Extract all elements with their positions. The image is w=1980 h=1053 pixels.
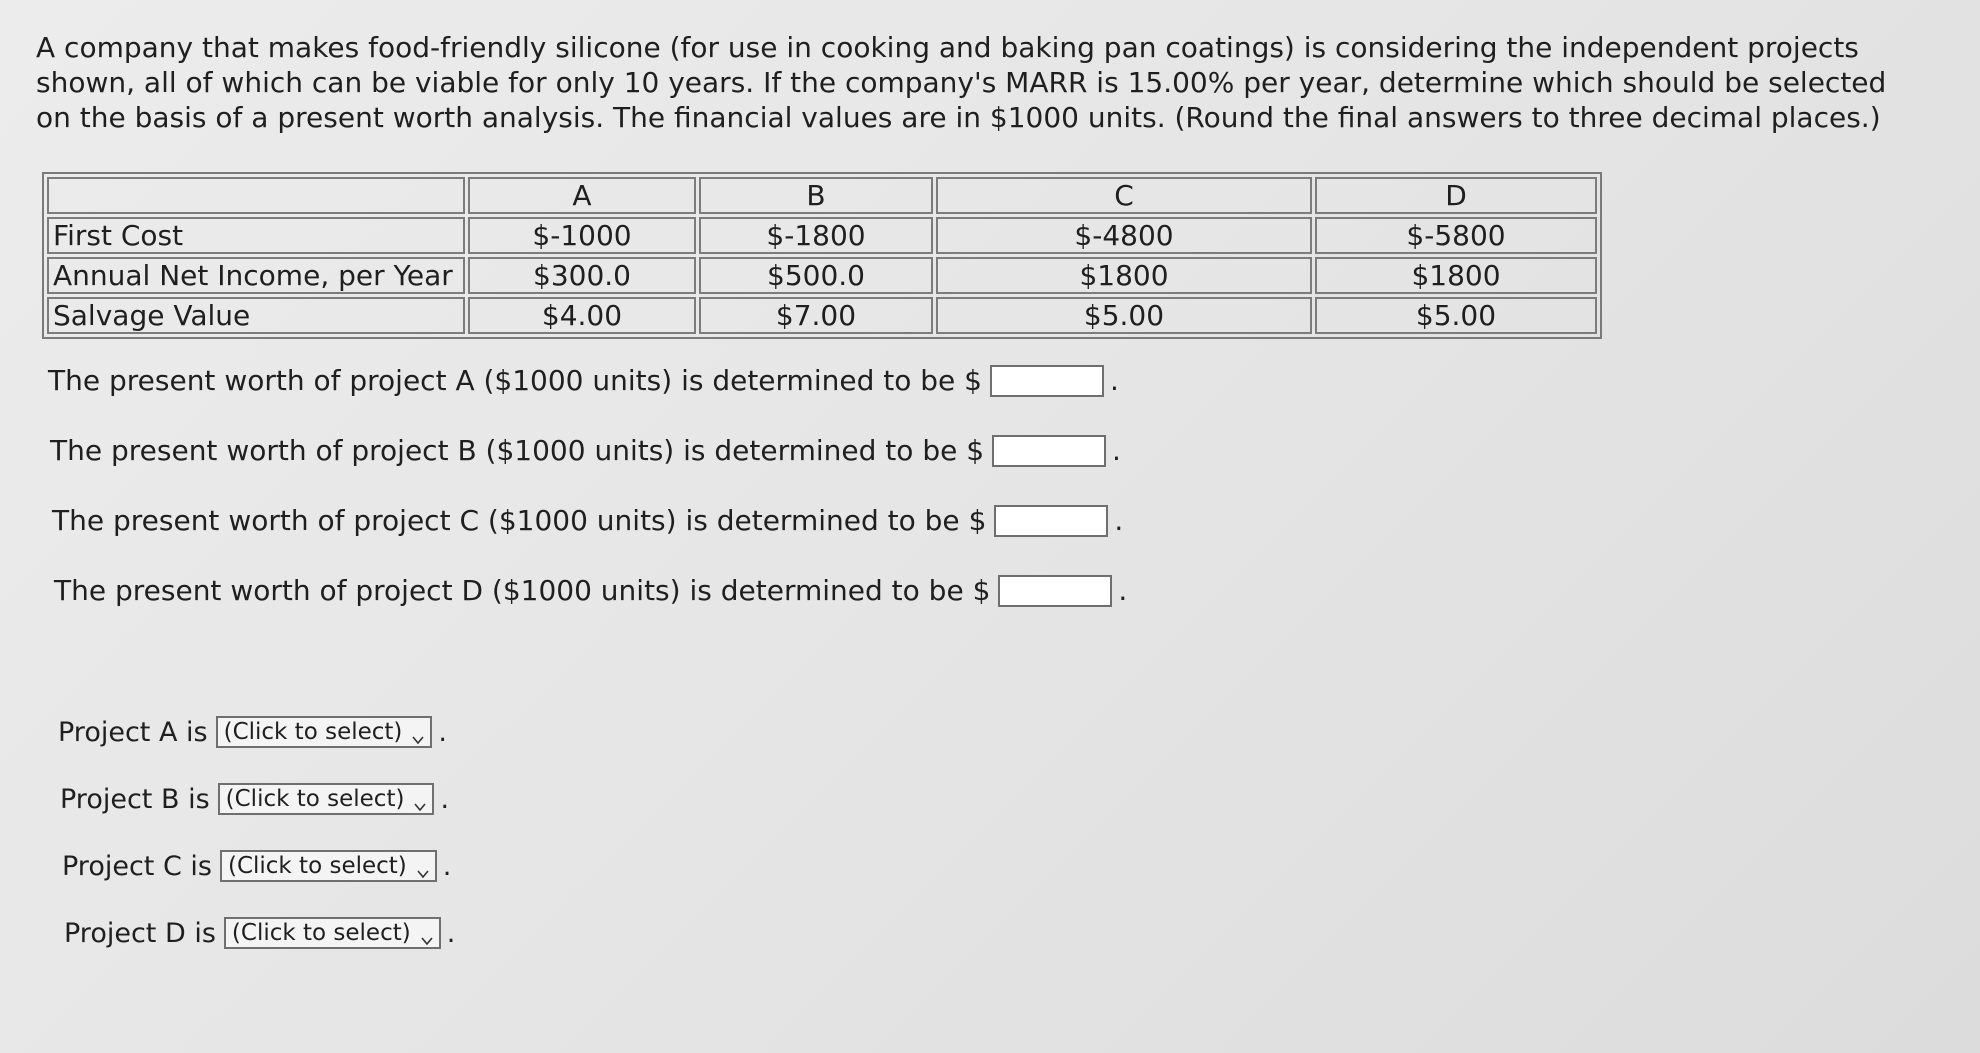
table-header-row [47,177,1597,214]
table-cell: $500.0 [699,257,933,294]
pw-period: . [1114,504,1124,537]
pw-answer-input-b[interactable] [992,435,1106,467]
chevron-down-icon [417,860,429,872]
row-label: Annual Net Income, per Year [47,257,465,294]
pw-question-text: The present worth of project B ($1000 units) is determined to be $ [50,434,985,467]
pw-answer-input-c[interactable] [994,505,1108,537]
pw-answer-input-d[interactable] [998,575,1112,607]
pw-period: . [1109,364,1119,397]
table-cell: $-1000 [468,217,696,254]
select-value: (Click to select) [227,853,407,879]
selection-period: . [438,716,447,748]
pw-question-text: The present worth of project D ($1000 units) is determined to be $ [54,574,991,607]
table-row [47,217,1597,254]
selection-label: Project A is [58,716,208,748]
table-header-cell [47,177,465,214]
selection-label: Project D is [64,917,216,949]
select-value: (Click to select) [223,719,403,745]
selection-period: . [440,783,450,815]
selection-period: . [446,917,456,949]
table-cell: $-4800 [936,217,1312,254]
table-cell: $7.00 [699,297,933,334]
selection-label: Project B is [60,783,210,815]
table-header-cell: B [699,177,933,214]
row-label: Salvage Value [47,297,465,334]
select-value: (Click to select) [225,786,405,812]
problem-statement: A company that makes food-friendly silicone (for use in cooking and baking pan coatings) is considering the independent projects shown, all of which can be viable for only 10 years. If the company's MARR is 15.00% per year, determine which should be selected on the basis of a present worth analysis. The financial values are in $1000 units. (Round the final answers to three decimal places.) [36,31,1887,134]
pw-question-a [48,364,1119,397]
pw-period: . [1112,434,1121,467]
table-cell: $-1800 [699,217,933,254]
pw-question-c [52,504,1123,537]
selection-row-d [64,917,455,949]
chevron-down-icon [412,726,424,738]
project-b-select[interactable] [218,783,435,815]
table-cell: $1800 [1315,257,1597,294]
table-header-cell: D [1315,177,1597,214]
table-row [47,257,1597,294]
row-label: First Cost [47,217,465,254]
table-cell: $-5800 [1315,217,1597,254]
project-d-select[interactable] [224,917,441,949]
selection-period: . [442,850,452,882]
table-cell: $5.00 [936,297,1312,334]
selection-row-c [62,850,451,882]
selection-label: Project C is [62,850,212,882]
selection-row-b [60,783,449,815]
project-a-select[interactable] [216,716,433,748]
table-cell: $300.0 [468,257,696,294]
table-cell: $1800 [936,257,1312,294]
table-header-cell: C [936,177,1312,214]
table-cell: $5.00 [1315,297,1597,334]
pw-question-text: The present worth of project C ($1000 units) is determined to be $ [52,504,987,537]
pw-question-text: The present worth of project A ($1000 units) is determined to be $ [48,364,982,397]
table-row [47,297,1597,334]
pw-period: . [1118,574,1128,607]
table-header-cell: A [468,177,696,214]
selection-row-a [58,716,447,748]
chevron-down-icon [421,927,433,939]
table-cell: $4.00 [468,297,696,334]
project-data-table [42,172,1602,339]
pw-question-d [54,574,1127,607]
pw-answer-input-a[interactable] [990,365,1104,397]
select-value: (Click to select) [231,920,411,946]
project-c-select[interactable] [220,850,437,882]
pw-question-b [50,434,1121,467]
chevron-down-icon [414,793,426,805]
